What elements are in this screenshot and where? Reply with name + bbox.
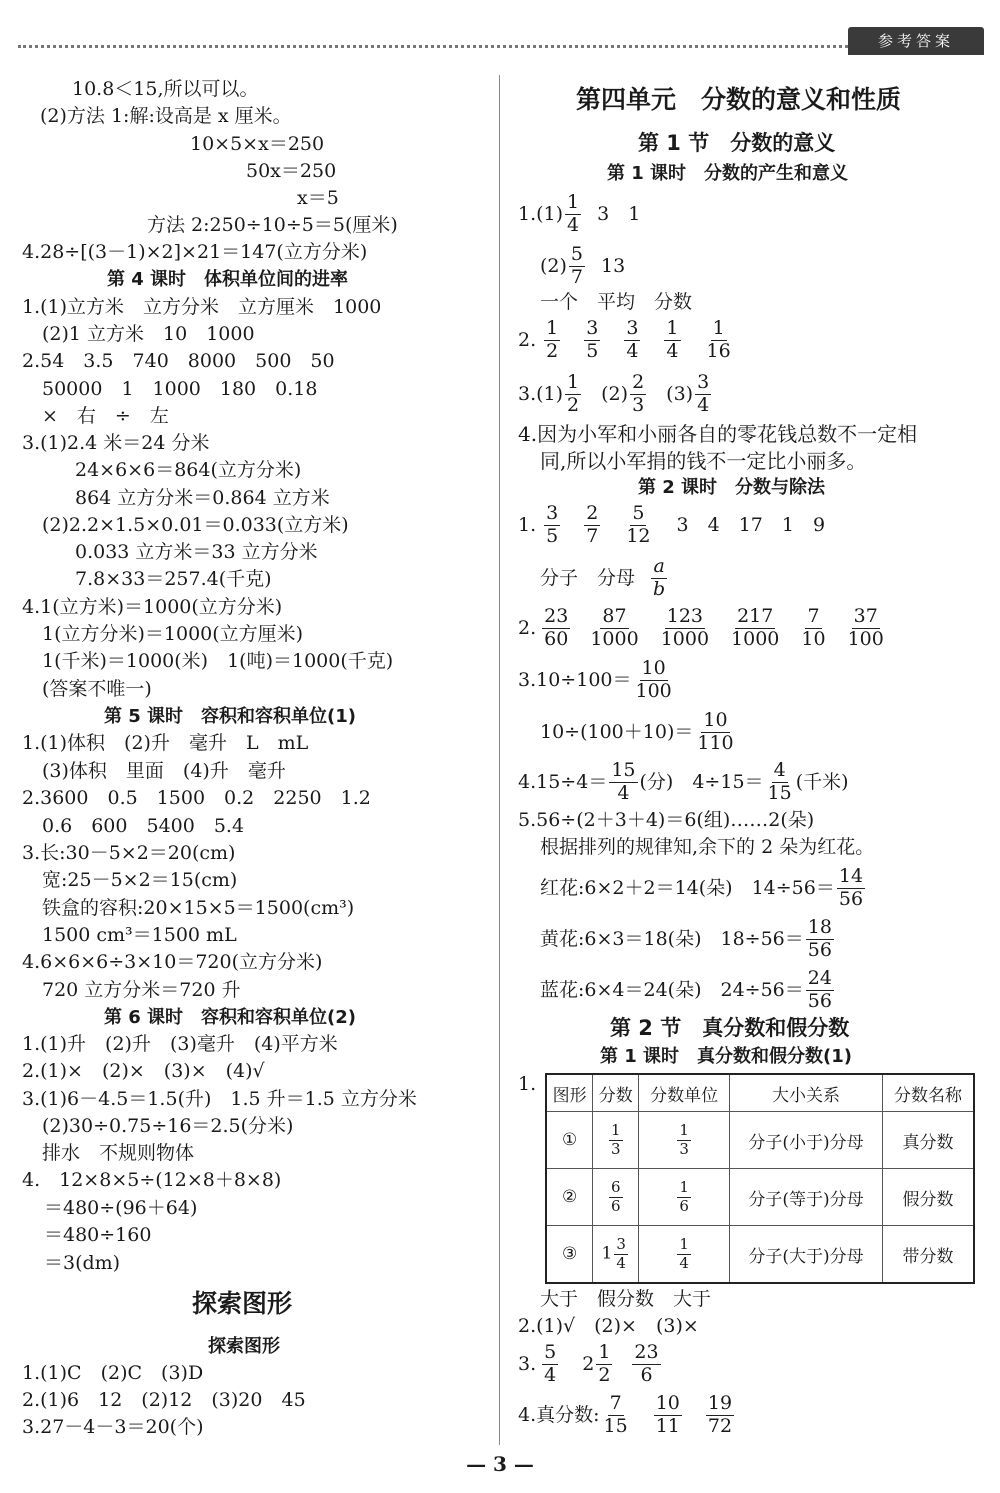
text-line: ＝480÷160 bbox=[44, 1224, 152, 1246]
lesson-heading: 第 5 课时 容积和容积单位(1) bbox=[104, 706, 357, 727]
text-line: × 右 ÷ 左 bbox=[42, 405, 169, 427]
text-line: (2)1 立方米 10 1000 bbox=[42, 323, 255, 345]
text-line: 宽:25－5×2＝15(cm) bbox=[42, 869, 238, 891]
text-line: 排水 不规则物体 bbox=[42, 1142, 195, 1164]
text-line: 大于 假分数 大于 bbox=[540, 1288, 712, 1310]
text-line: 4.1(立方米)＝1000(立方分米) bbox=[22, 596, 283, 618]
text-line: 10.8＜15,所以可以。 bbox=[72, 78, 259, 100]
lesson-heading: 第 2 课时 分数与除法 bbox=[638, 477, 826, 498]
text-line: 7.8×33＝257.4(千克) bbox=[75, 568, 272, 590]
table-row: ② $\frac{6}{6}$ $\frac{1}{6}$ 分子(等于)分母 假分数 bbox=[546, 1169, 974, 1226]
text-line: 1.(1)立方米 立方分米 立方厘米 1000 bbox=[22, 296, 382, 318]
text-line: 1.(1)升 (2)升 (3)毫升 (4)平方米 bbox=[22, 1033, 338, 1055]
text-line: 3.27－4－3＝20(个) bbox=[22, 1416, 204, 1438]
text-line: 50x＝250 bbox=[246, 160, 337, 182]
header-rule bbox=[18, 45, 848, 48]
answer-q1a: 1.(1) $\frac{1}{4}$ 3 1 bbox=[518, 191, 641, 236]
text-line: 10×5×x＝250 bbox=[190, 133, 325, 155]
text-line: 同,所以小军捐的钱不一定比小丽多。 bbox=[540, 449, 867, 473]
fraction: $\frac{5}{7}$ bbox=[570, 243, 584, 288]
text-line: 2.(1)× (2)× (3)× (4)√ bbox=[22, 1060, 265, 1082]
fraction-table bbox=[545, 1073, 975, 1284]
text-line: ＝3(dm) bbox=[44, 1252, 121, 1274]
answer-s4: 4.真分数: $\frac{7}{15}$ $\frac{10}{11}$ $\frac{19}{72}$ bbox=[518, 1392, 733, 1437]
text-line: (2)2.2×1.5×0.01＝0.033(立方米) bbox=[42, 514, 349, 536]
text-line: 720 立方分米＝720 升 bbox=[42, 979, 241, 1001]
text-line: (2)30÷0.75÷16＝2.5(分米) bbox=[42, 1115, 294, 1137]
lesson-heading: 第 1 课时 真分数和假分数(1) bbox=[600, 1046, 853, 1067]
text-line: 铁盒的容积:20×15×5＝1500(cm³) bbox=[42, 897, 355, 919]
table-header-row: 图形 分数 分数单位 大小关系 分数名称 bbox=[546, 1074, 974, 1112]
text-line: 2.(1)√ (2)× (3)× bbox=[518, 1315, 699, 1337]
text-line: 方法 2:250÷10÷5＝5(厘米) bbox=[147, 214, 398, 236]
text-line: 0.033 立方米＝33 立方分米 bbox=[75, 541, 318, 563]
text-line: (2)方法 1:解:设高是 x 厘米。 bbox=[40, 105, 292, 127]
table-row: ③ 1 $\frac{3}{4}$ $\frac{1}{4}$ 分子(大于)分母 带分数 bbox=[546, 1226, 974, 1284]
text-line: 1. bbox=[518, 1073, 537, 1095]
text-line: (答案不唯一) bbox=[42, 678, 152, 700]
text-line: 根据排列的规律知,余下的 2 朵为红花。 bbox=[540, 836, 875, 858]
section-heading: 第 1 节 分数的意义 bbox=[638, 131, 836, 155]
text-line: 2.3600 0.5 1500 0.2 2250 1.2 bbox=[22, 787, 371, 809]
text-line: 1(立方分米)＝1000(立方厘米) bbox=[42, 623, 304, 645]
fraction: $\frac{1}{4}$ bbox=[567, 191, 580, 236]
text-line: 24×6×6＝864(立方分米) bbox=[75, 459, 302, 481]
answer-r5d: 黄花:6×3＝18(朵) 18÷56＝ $\frac{18}{56}$ bbox=[540, 916, 832, 961]
section-heading: 探索图形 bbox=[192, 1289, 293, 1318]
text-line: 4. 12×8×5÷(12×8＋8×8) bbox=[22, 1169, 282, 1191]
answer-q1b: (2) $\frac{5}{7}$ 13 bbox=[540, 243, 626, 288]
unit-heading: 第四单元 分数的意义和性质 bbox=[576, 85, 902, 114]
lesson-heading: 第 1 课时 分数的产生和意义 bbox=[607, 163, 849, 184]
text-line: x＝5 bbox=[297, 187, 339, 209]
text-line: (3)体积 里面 (4)升 毫升 bbox=[42, 760, 286, 782]
answer-r5e: 蓝花:6×4＝24(朵) 24÷56＝ $\frac{24}{56}$ bbox=[540, 967, 832, 1012]
text-line: 3.(1)6－4.5＝1.5(升) 1.5 升＝1.5 立方分米 bbox=[22, 1088, 417, 1110]
text-line: 3.长:30－5×2＝20(cm) bbox=[22, 842, 236, 864]
answer-s3: 3. $\frac{5}{4}$ 2 $\frac{1}{2}$ $\frac{23}{6}$ bbox=[518, 1341, 659, 1386]
answer-r1: 1. $\frac{3}{5}$ $\frac{2}{7}$ $\frac{5}{12}$ 3 4 17 1 9 bbox=[518, 502, 826, 547]
table-row: ① $\frac{1}{3}$ $\frac{1}{3}$ 分子(小于)分母 真分数 bbox=[546, 1112, 974, 1169]
text-line: 1.(1)C (2)C (3)D bbox=[22, 1362, 204, 1384]
text-line: 50000 1 1000 180 0.18 bbox=[42, 378, 318, 400]
column-divider bbox=[499, 75, 500, 1445]
text-line: 4.因为小军和小丽各自的零花钱总数不一定相 bbox=[518, 422, 918, 446]
lesson-heading: 第 4 课时 体积单位间的进率 bbox=[107, 269, 349, 290]
text-line: 一个 平均 分数 bbox=[540, 291, 693, 313]
text-line: 1(千米)＝1000(米) 1(吨)＝1000(千克) bbox=[42, 650, 394, 672]
answer-r1b: 分子 分母 $\frac{a}{b}$ bbox=[540, 555, 666, 600]
text-line: 864 立方分米＝0.864 立方米 bbox=[75, 487, 330, 509]
section-heading: 第 2 节 真分数和假分数 bbox=[610, 1016, 850, 1040]
answer-r3a: 3.10÷100＝ $\frac{10}{100}$ bbox=[518, 657, 672, 702]
lesson-heading: 探索图形 bbox=[208, 1336, 280, 1357]
text-line: 4.6×6×6÷3×10＝720(立方分米) bbox=[22, 951, 323, 973]
text-line: 3.(1)2.4 米＝24 分米 bbox=[22, 432, 210, 454]
answer-r4: 4.15÷4＝ $\frac{15}{4}$ (分) 4÷15＝ $\frac{4}{15}$ (千米) bbox=[518, 759, 849, 804]
text-line: 5.56÷(2＋3＋4)＝6(组)……2(朵) bbox=[518, 809, 815, 831]
text-line: 2.(1)6 12 (2)12 (3)20 45 bbox=[22, 1389, 306, 1411]
answer-r2: 2. $\frac{23}{60}$ $\frac{87}{1000}$ $\frac{123}{1000}$ $\frac{217}{1000}$ $\frac{7}{10}$ $\frac{37}{100}$ bbox=[518, 605, 884, 650]
lesson-heading: 第 6 课时 容积和容积单位(2) bbox=[104, 1007, 357, 1028]
answer-q2: 2. $\frac{1}{2}$ $\frac{3}{5}$ $\frac{3}{4}$ $\frac{1}{4}$ $\frac{1}{16}$ bbox=[518, 317, 731, 362]
page-number: — 3 — bbox=[466, 1452, 534, 1476]
answer-r3b: 10÷(100＋10)＝ $\frac{10}{110}$ bbox=[540, 709, 734, 754]
text-line: 2.54 3.5 740 8000 500 50 bbox=[22, 350, 335, 372]
answer-r5c: 红花:6×2＋2＝14(朵) 14÷56＝ $\frac{14}{56}$ bbox=[540, 865, 864, 910]
text-line: 0.6 600 5400 5.4 bbox=[42, 815, 245, 837]
header-tab: 参考答案 bbox=[848, 27, 984, 55]
text-line: 1500 cm³＝1500 mL bbox=[42, 924, 237, 946]
text-line: 4.28÷[(3－1)×2]×21＝147(立方分米) bbox=[22, 241, 368, 263]
answer-q3: 3.(1) $\frac{1}{2}$ (2) $\frac{2}{3}$ (3) $\frac{3}{4}$ bbox=[518, 371, 710, 416]
text-line: 1.(1)体积 (2)升 毫升 L mL bbox=[22, 732, 309, 754]
text-line: ＝480÷(96＋64) bbox=[44, 1197, 198, 1219]
